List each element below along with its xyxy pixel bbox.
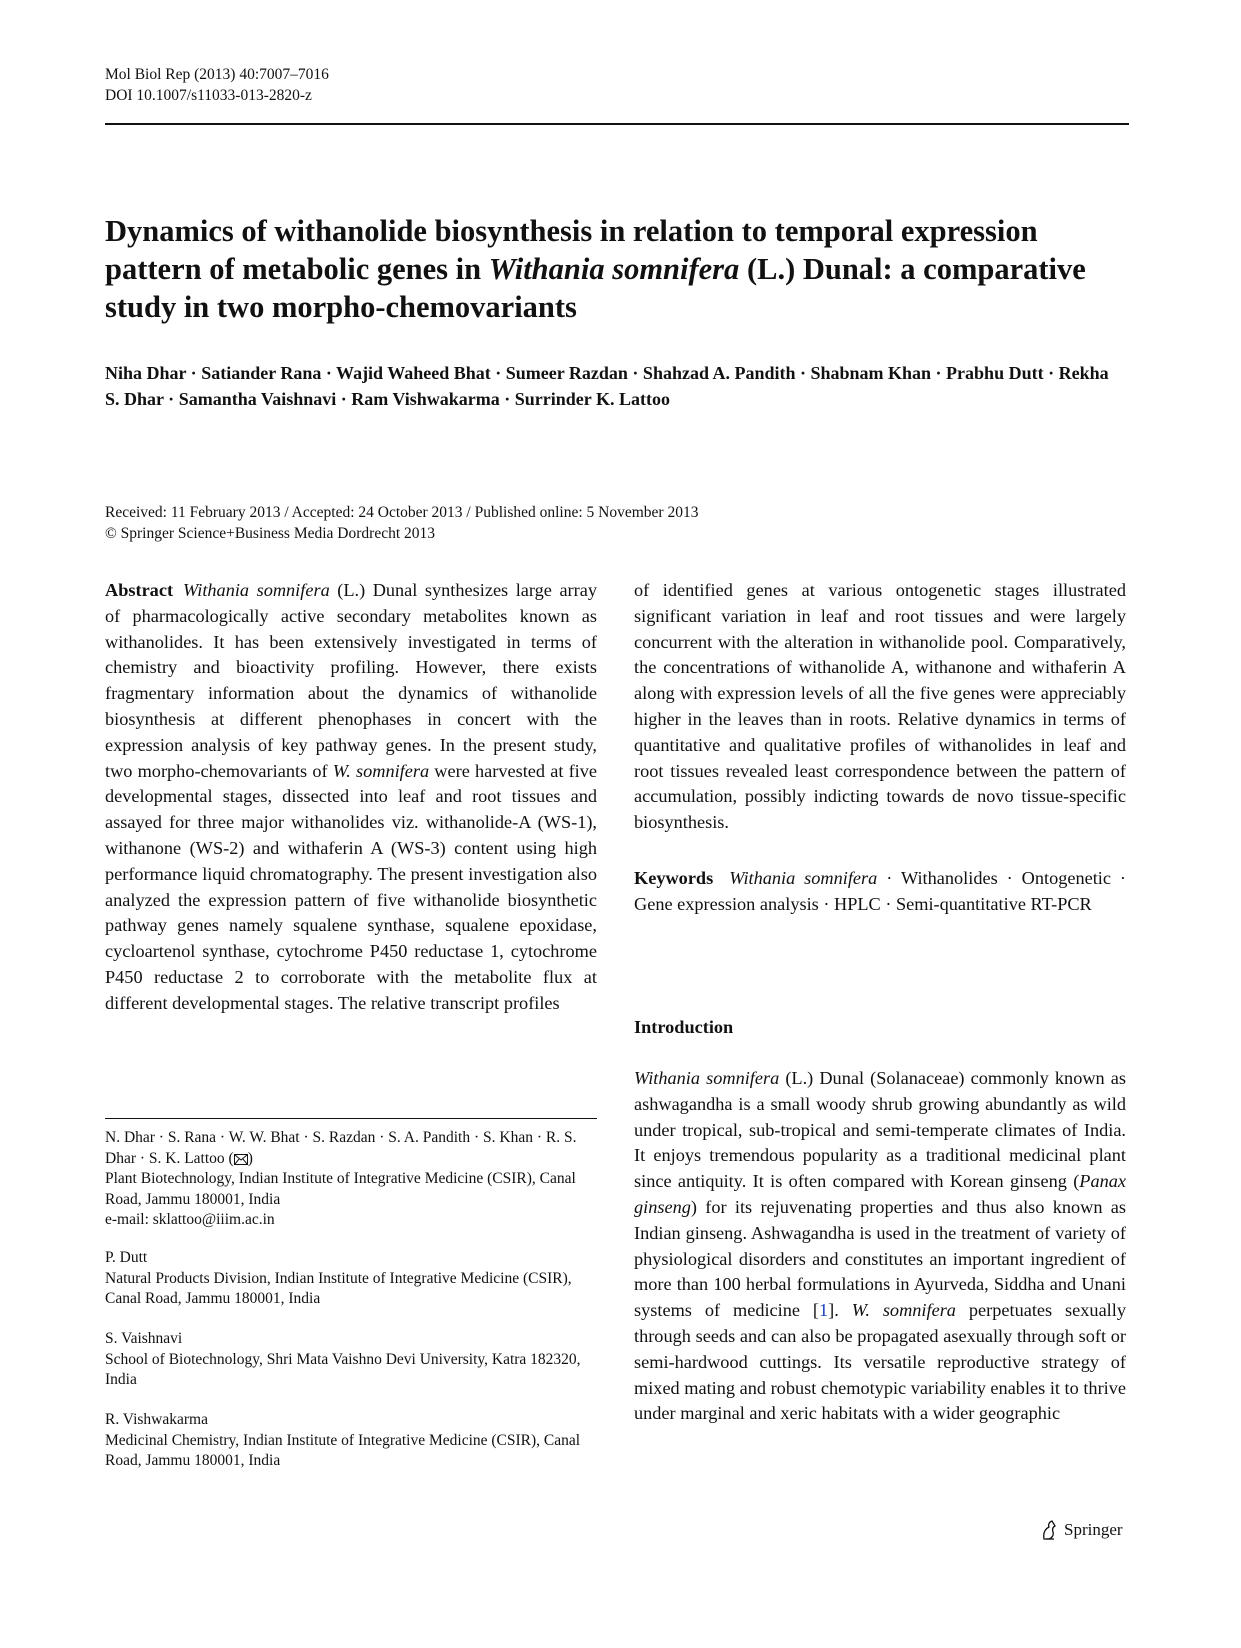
keywords: Keywords Withania somnifera · Withanolides · Ontogenetic · Gene expression analysis · HPLC · Semi-quantitative RT-PCR [634, 868, 1127, 914]
affiliation-2: P. Dutt Natural Products Division, Indian Institute of Integrative Medicine (CSIR), Canal Road, Jammu 180001, India [105, 1249, 572, 1307]
running-header [105, 64, 329, 106]
history-dates: Received: 11 February 2013 / Accepted: 24 October 2013 / Published online: 5 November 2013 [105, 504, 699, 521]
article-title: Dynamics of withanolide biosynthesis in relation to temporal expression pattern of metabolic genes in Withania somnifera (L.) Dunal: a comparative study in two morpho-chemovariants [105, 214, 1086, 324]
introduction-heading: Introduction [634, 1017, 734, 1037]
affiliation-divider [105, 1118, 597, 1119]
affiliation-3: S. Vaishnavi School of Biotechnology, Shri Mata Vaishno Devi University, Katra 182320, India [105, 1330, 581, 1388]
springer-horse-icon [1040, 1519, 1058, 1541]
affiliation-1: N. Dhar · S. Rana · W. W. Bhat · S. Razdan · S. A. Pandith · S. Khan · R. S. Dhar · S. K. Lattoo ( ) Plant Biotechnology, Indian Institute of Integrative Medicine (CSIR), Canal Road, Jammu 180001, India e-mail: sklattoo@iiim.ac.in [105, 1128, 605, 1231]
keywords-heading: Keywords [634, 868, 714, 888]
introduction-text: Withania somnifera (L.) Dunal (Solanaceae) commonly known as ashwagandha is a small woody shrub growing abundantly as wild under tropical, sub-tropical and semi-temperate climates of India. It enjoys tremendous popularity as a traditional medicinal plant since antiquity. It is often compared with Korean ginseng (Panax ginseng) for its rejuvenating properties and thus also known as Indian ginseng. Ashwagandha is used in the treatment of variety of physiological disorders and constitutes an important ingredient of more than 100 herbal formulations in Ayurveda, Siddha and Unani systems of medicine [1]. W. somnifera perpetuates sexually through seeds and can also be propagated asexually through soft or semi-hardwood cuttings. Its versatile reproductive strategy of mixed mating and robust chemotypic variability enables it to thrive under marginal and xeric habitats with a wider geographic [634, 1068, 1126, 1424]
envelope-icon [234, 1154, 248, 1165]
affiliation-4: R. Vishwakarma Medicinal Chemistry, Indian Institute of Integrative Medicine (CSIR), Canal Road, Jammu 180001, India [105, 1411, 581, 1469]
author-list: Niha Dhar · Satiander Rana · Wajid Waheed Bhat · Sumeer Razdan · Shahzad A. Pandith · Shabnam Khan · Prabhu Dutt · Rekha S. Dhar · Samantha Vaishnavi · Ram Vishwakarma · Surrinder K. Lattoo [105, 363, 1109, 409]
publisher-logo [1040, 1519, 1123, 1541]
header-divider [105, 123, 1129, 125]
email[interactable]: e-mail: sklattoo@iiim.ac.in [105, 1211, 275, 1228]
citation-link[interactable]: 1 [819, 1300, 829, 1321]
title-species: Withania somnifera [488, 252, 740, 286]
abstract-left: Abstract Withania somnifera (L.) Dunal synthesizes large array of pharmacologically active secondary metabolites known as withanolides. It has been extensively investigated in terms of chemistry and bioactivity profiling. However, there exists fragmentary information about the dynamics of withanolide biosynthesis at different phenophases in concert with the expression analysis of key pathway genes. In the present study, two morpho-chemovariants of W. somnifera were harvested at five developmental stages, dissected into leaf and root tissues and assayed for three major withanolides viz. withanolide-A (WS-1), withanone (WS-2) and withaferin A (WS-3) content using high performance liquid chromatography. The present investigation also analyzed the expression pattern of five withanolide biosynthetic pathway genes namely squalene synthase, squalene epoxidase, cycloartenol synthase, cytochrome P450 reductase 1, cytochrome P450 reductase 2 to corroborate with the metabolite flux at different developmental stages. The relative transcript profiles [105, 580, 597, 1013]
journal-citation: Mol Biol Rep (2013) 40:7007–7016 [105, 66, 329, 83]
abstract-heading: Abstract [105, 580, 174, 600]
abstract-right: of identified genes at various ontogenetic stages illustrated significant variation in leaf and root tissues and were largely concurrent with the alteration in withanolide pool. Comparatively, the concentrations of withanolide A, withanone and withaferin A along with expression levels of all the five genes were appreciably higher in the leaves than in roots. Relative dynamics in terms of quantitative and qualitative profiles of withanolides in leaf and root tissues revealed least correspondence between the pattern of accumulation, possibly indicting towards de novo tissue-specific biosynthesis. [634, 580, 1126, 833]
publisher-name: Springer [1064, 1520, 1123, 1539]
copyright: © Springer Science+Business Media Dordrecht 2013 [105, 525, 436, 542]
doi: DOI 10.1007/s11033-013-2820-z [105, 87, 312, 104]
publication-dates [105, 502, 1125, 544]
